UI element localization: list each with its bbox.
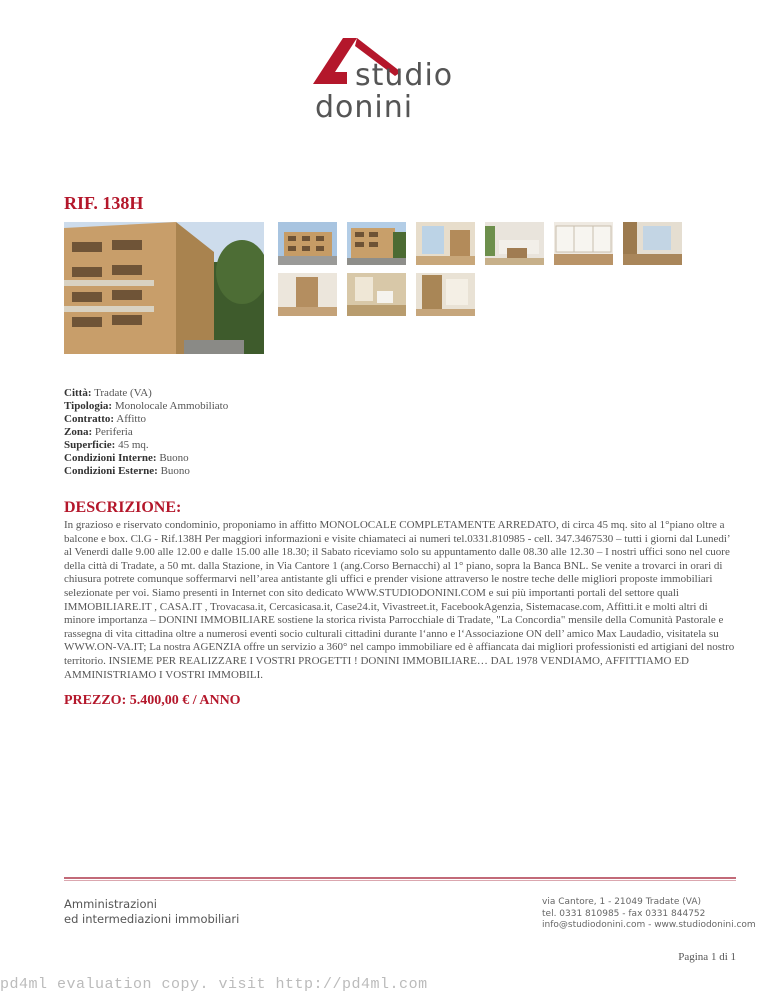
listing-reference: RIF. 138H (64, 193, 144, 213)
detail-value: Buono (160, 465, 190, 477)
logo-line-2: donini (315, 90, 414, 125)
detail-row-surface (64, 439, 228, 452)
detail-label: Zona: (64, 426, 93, 438)
detail-row-contract (64, 413, 228, 426)
detail-label: Contratto: (64, 413, 115, 425)
thumbnail[interactable] (416, 222, 475, 265)
detail-row-external-condition (64, 465, 228, 478)
listing-details (64, 387, 228, 478)
detail-row-internal-condition (64, 452, 228, 465)
thumbnail[interactable] (278, 273, 337, 316)
detail-value: 45 mq. (118, 439, 149, 451)
footer-contacts (542, 897, 756, 932)
main-photo[interactable] (64, 222, 264, 354)
detail-value: Periferia (94, 426, 133, 438)
thumbnail[interactable] (347, 273, 406, 316)
footer-email-web[interactable]: info@studiodonini.com - www.studiodonini.com (542, 920, 756, 930)
detail-row-city (64, 387, 228, 400)
detail-label: Città: (64, 387, 92, 399)
studio-donini-logo (311, 32, 471, 128)
footer-address: via Cantore, 1 - 21049 Tradate (VA) (542, 897, 701, 907)
thumbnail[interactable] (347, 222, 406, 265)
thumbnail[interactable] (416, 273, 475, 316)
footer-tagline (64, 897, 239, 927)
detail-label: Tipologia: (64, 400, 113, 412)
footer-divider (64, 877, 736, 879)
footer-divider-thin (64, 880, 736, 881)
detail-row-type (64, 400, 228, 413)
description-text: In grazioso e riservato condominio, proponiamo in affitto MONOLOCALE COMPLETAMENTE ARREDATO, di circa 45 mq. sito al 1°piano oltre a balcone e box. Cl.G - Rif.138H Per maggiori informazioni e visite chiamateci ai numeri tel.0331.810985 - cell. 347.3467530 – tutti i giorni dal Lunedi’ al Venerdi dalle 9.00 alle 12.00 e dalle 15.00 alle 18.30; il Sabato riceviamo solo su appuntamento dalle 08.30 alle 12.30 – I nostri uffici sono nel cuore della città di Tradate, a 50 mt. dalla Stazione, in Via Cantore 1 (ang.Corso Bernacchi) al 1° piano, sopra la Banca BNL. Se venite a trovarci in orari di chiusura potrete comunque soffermarvi nell’area antistante gli uffici e prender visione attraverso le nostre teche delle migliori proposte immobiliari selezionate per voi. Siamo presenti in Internet con sito dedicato WWW.STUDIODONINI.COM e sui più importanti portali del settore quali IMMOBILIARE.IT , CASA.IT , Trovacasa.it, Cercasicasa.it, Case24.it, Vivastreet.it, FacebookAgenzia, Sistemacase.com, Affitti.it e molti altri di minore importanza – DONINI IMMOBILIARE sostiene la storica rivista Parrocchiale di Tradate, "La Concordia" mensile della Comunità Pastorale e rassegna di vita cittadina oltre a numerosi eventi socio culturali cittadini durante l‘anno e l‘Associazione ON dell’ amico Max Laudadio, visitatela su WWW.ON-VA.IT; La nostra AGENZIA offre un servizio a 360° nel campo immobiliare ed è affiancata dai migliori professionisti ed artigiani del nostro territorio. INSIEME PER REALIZZARE I VOSTRI PROGETTI ! DONINI IMMOBILIARE… DAL 1978 VENDIAMO, AFFITTIAMO ED AMMINISTRIAMO I VOSTRI IMMOBILI. (64, 519, 735, 681)
detail-label: Condizioni Esterne: (64, 465, 158, 477)
thumbnail[interactable] (278, 222, 337, 265)
detail-value: Tradate (VA) (94, 387, 152, 399)
detail-label: Superficie: (64, 439, 116, 451)
footer-phone: tel. 0331 810985 - fax 0331 844752 (542, 908, 706, 919)
detail-value: Monolocale Ammobiliato (114, 400, 229, 412)
detail-row-zone (64, 426, 228, 439)
footer-tagline-line-1: Amministrazioni (64, 897, 157, 911)
page-number: Pagina 1 di 1 (678, 951, 736, 963)
detail-label: Condizioni Interne: (64, 452, 157, 464)
price: PREZZO: 5.400,00 € / ANNO (64, 693, 241, 708)
thumbnail[interactable] (554, 222, 613, 265)
thumbnail[interactable] (623, 222, 682, 265)
description-heading: DESCRIZIONE: (64, 499, 182, 516)
detail-value: Buono (159, 452, 189, 464)
thumbnail[interactable] (485, 222, 544, 265)
footer-tagline-line-2: ed intermediazioni immobiliari (64, 912, 240, 926)
watermark: pd4ml evaluation copy. visit http://pd4ml.com (0, 976, 428, 993)
logo-line-1: studio (355, 58, 454, 93)
detail-value: Affitto (116, 413, 147, 425)
